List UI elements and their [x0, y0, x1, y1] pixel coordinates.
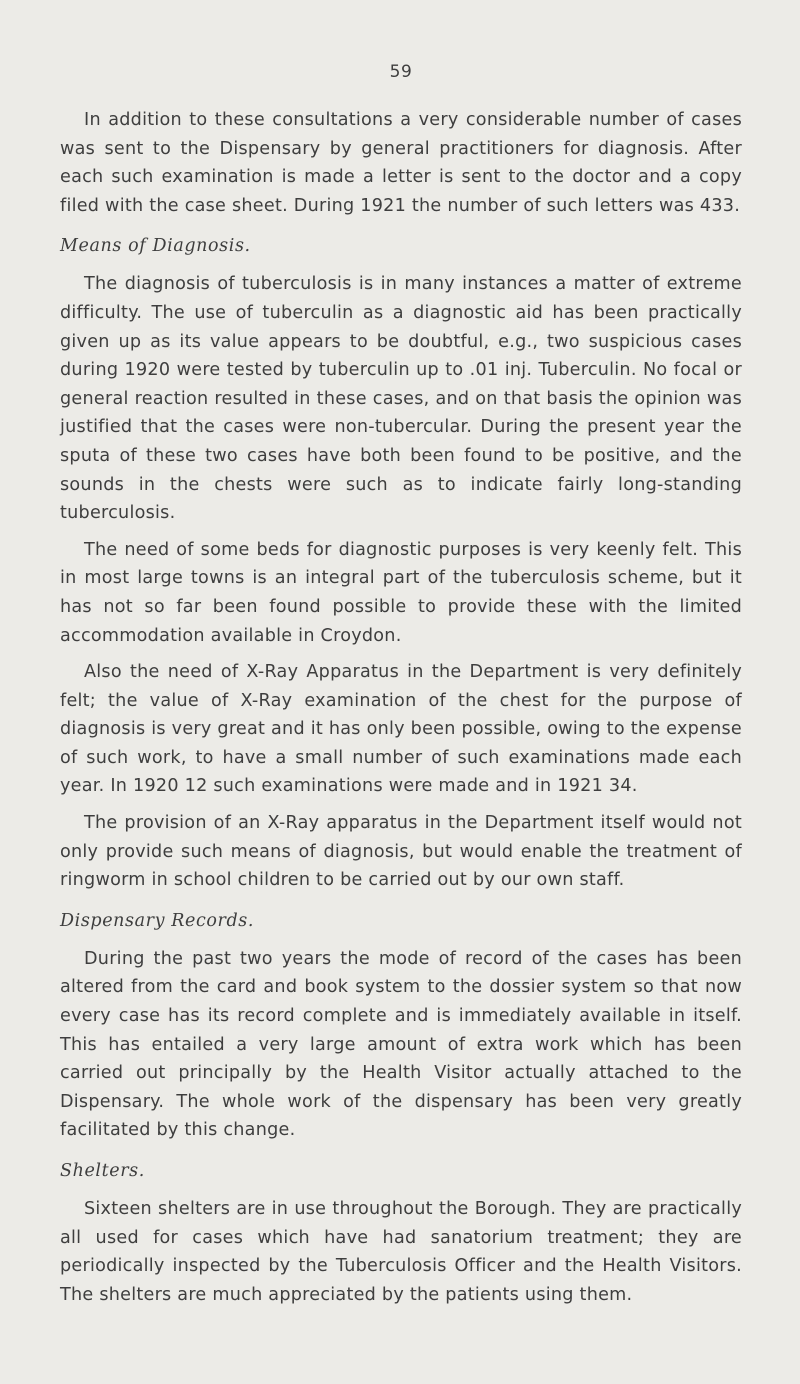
- paragraph-shelters: Sixteen shelters are in use throughout the Borough. They are practically all used for cases which have had sanatorium treatment; they are periodically inspected by the Tuberculosis Officer and the Health Visitors. The shelters are much appreciated by the patients using them.: [60, 1199, 742, 1305]
- paragraph-xray-provision: The provision of an X-Ray apparatus in the Department itself would not only provide such means of diagnosis, but would enable the treatment of ringworm in school children to be carried out by our own staff.: [60, 813, 742, 891]
- paragraph-diagnostic-beds: The need of some beds for diagnostic purposes is very keenly felt. This in most large towns is an integral part of the tuberculosis scheme, but it has not so far been found possible to provide these with the limited accommodation available in Croydon.: [60, 539, 742, 646]
- paragraph-dispensary-records: During the past two years the mode of record of the cases has been altered from the card and book system to the dossier system so that now every case has its record complete and is immediately available in itself. This has entailed a very large amount of extra work which has been carried out principally by the Health Visitor actually attached to the Dispensary. The whole work of the dispensary has been very greatly facilitated by this change.: [60, 948, 742, 1141]
- section-heading-shelters: Shelters.: [60, 1161, 145, 1181]
- intro-paragraph: In addition to these consultations a very considerable number of cases was sent to the Dispensary by general practitioners for diagnosis. After each such examination is made a letter is sent to the doctor and a copy filed with the case sheet. During 1921 the number of such letters was 433.: [60, 110, 742, 216]
- section-heading-dispensary-records: Dispensary Records.: [60, 910, 255, 931]
- paragraph-xray-need: Also the need of X-Ray Apparatus in the Department is very definitely felt; the value of X-Ray examination of the chest for the purpose of diagnosis is very great and it has only been possible, owing to the expense of such work, to have a small number of such examinations made each year. In 1920 12 such examinations were made and in 1921 34.: [60, 662, 742, 797]
- paragraph-diagnosis-difficulty: The diagnosis of tuberculosis is in many instances a matter of extreme difficulty. The use of tuberculin as a diagnostic aid has been practically given up as its value appears to be doubtful, e.g., two suspicious cases during 1920 were tested by tuberculin up to .01 inj. Tuberculin. No focal or general reaction resulted in these cases, and on that basis the opinion was justified that the cases were non-tubercular. During the present year the sputa of these two cases have both been found to be positive, and the sounds in the chests were such as to indicate fairly long-standing tuberculosis.: [60, 274, 742, 524]
- section-heading-means-of-diagnosis: Means of Diagnosis.: [60, 236, 251, 257]
- page-number: 59: [389, 62, 413, 82]
- page-body: [60, 106, 742, 1309]
